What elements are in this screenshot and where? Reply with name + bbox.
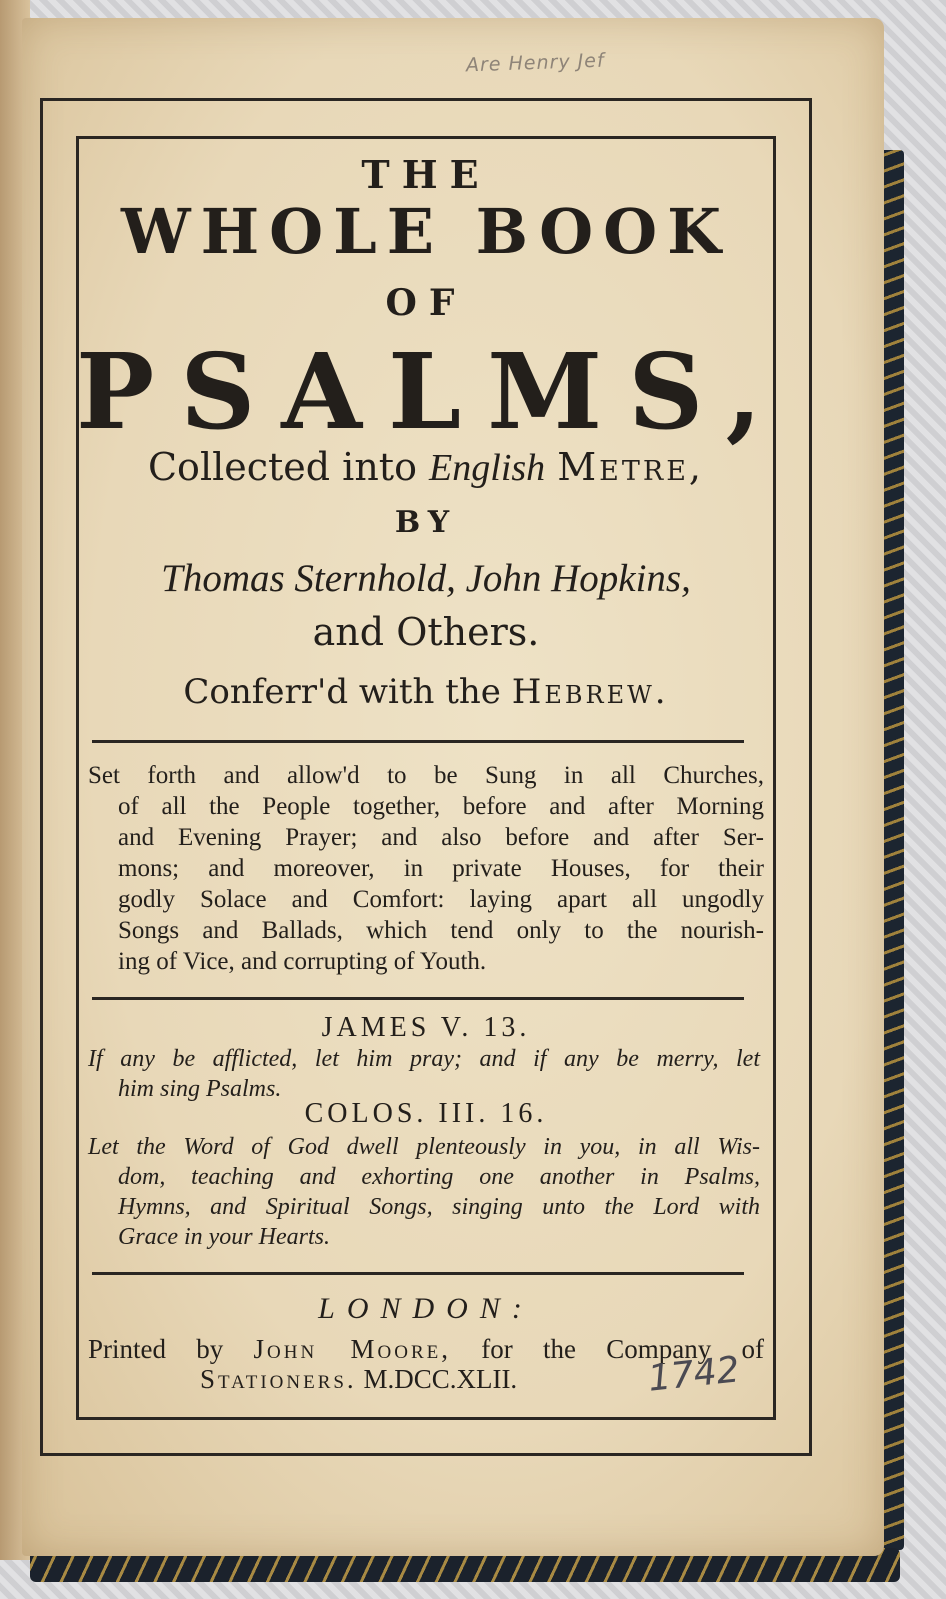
- description-line: and Evening Prayer; and also before and after Ser-: [118, 824, 764, 851]
- pencil-note: Are Henry Jef: [465, 49, 605, 77]
- stationers: Stationers.: [200, 1364, 357, 1394]
- scripture-verse-colos: [88, 1132, 760, 1252]
- description-paragraph: [88, 760, 764, 977]
- collected-metre: Metre,: [557, 445, 705, 489]
- handwritten-year: 1742: [646, 1349, 742, 1400]
- imprint-london: LONDON:: [318, 1292, 534, 1325]
- scripture-verse-james: [88, 1044, 760, 1104]
- verse-line: Let the Word of God dwell plenteously in you, in all Wis-: [88, 1134, 760, 1160]
- subtitle-by: BY: [394, 505, 458, 540]
- authors: Thomas Sternhold, John Hopkins,: [161, 557, 691, 600]
- verse-line: Hymns, and Spiritual Songs, singing unto the Lord with: [118, 1194, 760, 1220]
- collected-pre: Collected into: [147, 445, 417, 489]
- divider-rule: [92, 997, 744, 1000]
- imprint-second-line: [200, 1364, 517, 1395]
- scripture-ref-colos: COLOS. III. 16.: [304, 1098, 548, 1129]
- verse-line: dom, teaching and exhorting one another in Psalms,: [118, 1164, 760, 1190]
- description-line: godly Solace and Comfort: laying apart all ungodly: [118, 886, 764, 913]
- title-whole-book: WHOLE BOOK: [120, 195, 732, 268]
- title-psalms: PSALMS,: [76, 330, 788, 453]
- conferred-line: [76, 672, 776, 712]
- description-line: Set forth and allow'd to be Sung in all Churches,: [88, 762, 764, 789]
- and-others: and Others.: [312, 610, 540, 654]
- description-line: mons; and moreover, in private Houses, for their: [118, 855, 764, 882]
- verse-line: Grace in your Hearts.: [118, 1224, 330, 1250]
- verse-line: If any be afflicted, let him pray; and if any be merry, let: [88, 1046, 760, 1072]
- scripture-ref-james: JAMES V. 13.: [321, 1012, 531, 1043]
- title-the: THE: [361, 152, 491, 197]
- description-line: ing of Vice, and corrupting of Youth.: [118, 948, 487, 975]
- conferr-hebrew: Hebrew.: [511, 672, 669, 712]
- divider-rule: [92, 1272, 744, 1275]
- printer-name: John Moore,: [253, 1334, 451, 1364]
- description-line: Songs and Ballads, which tend only to the nourish-: [118, 917, 764, 944]
- divider-rule: [92, 740, 744, 743]
- for-company: for the Company of: [481, 1334, 765, 1364]
- title-of: OF: [385, 282, 467, 324]
- conferr-pre: Conferr'd with the: [183, 672, 501, 712]
- collected-english: English: [429, 447, 546, 489]
- verse-line: him sing Psalms.: [118, 1076, 282, 1102]
- printed-by: Printed by: [88, 1334, 224, 1364]
- imprint-year: M.DCC.XLII.: [363, 1364, 518, 1394]
- subtitle-collected: [76, 445, 776, 490]
- description-line: of all the People together, before and after Morning: [118, 793, 764, 820]
